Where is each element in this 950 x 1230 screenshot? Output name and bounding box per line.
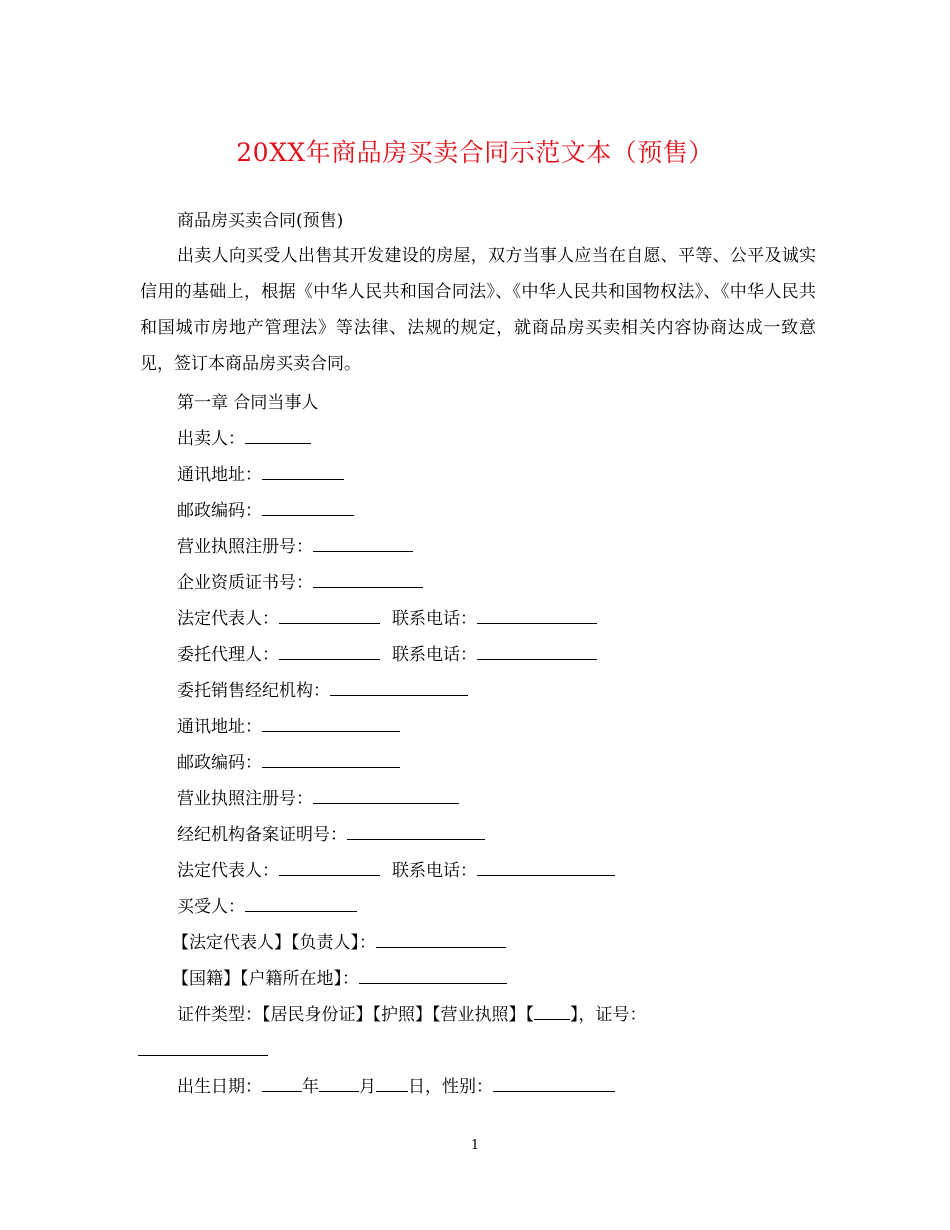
- seller-label: 出卖人：: [177, 429, 245, 449]
- month-label: 月: [359, 1077, 376, 1097]
- phone-blank[interactable]: [477, 609, 597, 624]
- license-blank[interactable]: [313, 537, 413, 552]
- agency-postcode-row: [177, 752, 400, 774]
- postcode-row: [177, 500, 354, 522]
- qualification-label: 企业资质证书号：: [177, 573, 313, 593]
- legal-rep-blank[interactable]: [279, 609, 380, 624]
- agency-legal-rep-label: 法定代表人：: [177, 861, 279, 881]
- birth-year-blank[interactable]: [262, 1077, 302, 1092]
- postcode-blank[interactable]: [262, 501, 354, 516]
- agency-legal-rep-row: [177, 860, 615, 882]
- birth-row: [177, 1076, 615, 1098]
- year-label: 年: [302, 1077, 319, 1097]
- agency-record-label: 经纪机构备案证明号：: [177, 825, 347, 845]
- buyer-row: [177, 896, 357, 918]
- agency-postcode-label: 邮政编码：: [177, 753, 262, 773]
- address-label: 通讯地址：: [177, 465, 262, 485]
- phone-label: 联系电话：: [392, 645, 477, 665]
- birth-month-blank[interactable]: [319, 1077, 359, 1092]
- agency-license-row: [177, 788, 459, 810]
- intro-paragraph: 出卖人向买受人出售其开发建设的房屋，双方当事人应当在自愿、平等、公平及诚实信用的基础上，根据《中华人民共和国合同法》、《中华人民共和国物权法》、《中华人民共和国城市房地产管理法》等法律、法规的规定，就商品房买卖相关内容协商达成一致意见，签订本商品房买卖合同。: [140, 246, 816, 374]
- legal-rep-label: 法定代表人：: [177, 609, 279, 629]
- chapter-heading: 第一章 合同当事人: [177, 393, 319, 413]
- phone-label: 联系电话：: [392, 609, 477, 629]
- birth-label: 出生日期：: [177, 1077, 262, 1097]
- address-blank[interactable]: [262, 465, 344, 480]
- agency-postcode-blank[interactable]: [262, 753, 400, 768]
- agent-row: [177, 644, 597, 666]
- document-title: 20XX年商品房买卖合同示范文本（预售）: [236, 138, 714, 167]
- nationality-row: [172, 968, 507, 990]
- agent-blank[interactable]: [279, 645, 380, 660]
- nationality-blank[interactable]: [359, 969, 507, 984]
- id-number-row: [138, 1040, 268, 1062]
- agency-phone-label: 联系电话：: [392, 861, 477, 881]
- id-number-blank[interactable]: [138, 1041, 268, 1056]
- agency-address-label: 通讯地址：: [177, 717, 262, 737]
- seller-blank[interactable]: [245, 429, 311, 444]
- id-type-label: 证件类型：【居民身份证】【护照】【营业执照】【: [177, 1005, 534, 1025]
- phone-blank[interactable]: [477, 645, 597, 660]
- buyer-rep-row: [172, 932, 506, 954]
- sales-agency-blank[interactable]: [330, 681, 468, 696]
- agency-phone-blank[interactable]: [477, 861, 615, 876]
- license-row: [177, 536, 413, 558]
- seller-row: [177, 428, 311, 450]
- page-number: 1: [470, 1138, 480, 1153]
- buyer-label: 买受人：: [177, 897, 245, 917]
- agency-record-row: [177, 824, 485, 846]
- gender-blank[interactable]: [493, 1077, 615, 1092]
- agent-label: 委托代理人：: [177, 645, 279, 665]
- qualification-blank[interactable]: [313, 573, 423, 588]
- nationality-label: 【国籍】【户籍所在地】：: [172, 969, 359, 989]
- contract-subtitle: 商品房买卖合同(预售): [177, 211, 344, 231]
- agency-license-blank[interactable]: [313, 789, 459, 804]
- id-type-row: [177, 1004, 647, 1026]
- agency-record-blank[interactable]: [347, 825, 485, 840]
- id-type-other-blank[interactable]: [534, 1005, 570, 1020]
- buyer-rep-label: 【法定代表人】【负责人】：: [172, 933, 376, 953]
- agency-legal-rep-blank[interactable]: [279, 861, 380, 876]
- agency-license-label: 营业执照注册号：: [177, 789, 313, 809]
- sales-agency-row: [177, 680, 468, 702]
- qualification-row: [177, 572, 423, 594]
- postcode-label: 邮政编码：: [177, 501, 262, 521]
- day-gender-label: 日，性别：: [408, 1077, 493, 1097]
- sales-agency-label: 委托销售经纪机构：: [177, 681, 330, 701]
- buyer-blank[interactable]: [245, 897, 357, 912]
- license-label: 营业执照注册号：: [177, 537, 313, 557]
- id-number-label: 】，证号：: [570, 1005, 647, 1025]
- buyer-rep-blank[interactable]: [376, 933, 506, 948]
- agency-address-blank[interactable]: [262, 717, 400, 732]
- agency-address-row: [177, 716, 400, 738]
- address-row: [177, 464, 344, 486]
- legal-rep-row: [177, 608, 597, 630]
- birth-day-blank[interactable]: [376, 1077, 408, 1092]
